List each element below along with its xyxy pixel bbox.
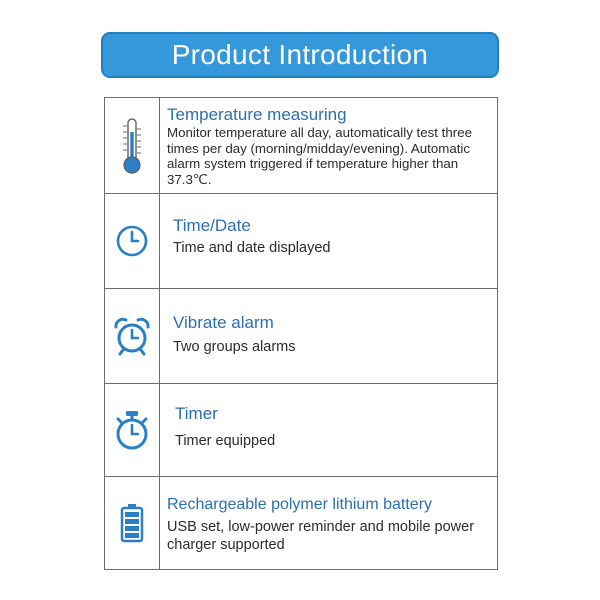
feature-text bbox=[173, 216, 493, 257]
feature-title: Rechargeable polymer lithium battery bbox=[167, 496, 433, 513]
alarm-clock-icon bbox=[112, 316, 152, 356]
feature-row-temperature bbox=[105, 98, 497, 193]
feature-icon-cell bbox=[105, 98, 160, 193]
feature-row-battery bbox=[105, 476, 497, 569]
feature-table bbox=[104, 97, 498, 570]
feature-icon-cell bbox=[105, 289, 160, 383]
feature-title: Timer bbox=[175, 404, 218, 423]
battery-icon bbox=[120, 503, 144, 543]
feature-title: Vibrate alarm bbox=[173, 313, 274, 332]
stopwatch-icon bbox=[113, 409, 151, 451]
feature-text bbox=[167, 495, 493, 554]
feature-row-time-date bbox=[105, 193, 497, 288]
feature-icon-cell bbox=[105, 477, 160, 569]
feature-description: Monitor temperature all day, automatically test three times per day (morning/midday/evening). Automatic alarm system triggered if temperature higher than 37.3℃. bbox=[167, 125, 472, 187]
feature-description: USB set, low-power reminder and mobile power charger supported bbox=[167, 519, 475, 553]
page-title-banner bbox=[101, 32, 499, 78]
feature-description: Timer equipped bbox=[175, 433, 276, 449]
feature-text bbox=[167, 105, 493, 187]
feature-title: Temperature measuring bbox=[167, 105, 347, 124]
feature-icon-cell bbox=[105, 384, 160, 476]
page-title: Product Introduction bbox=[171, 39, 429, 70]
thermometer-icon bbox=[119, 116, 145, 176]
feature-description: Two groups alarms bbox=[173, 339, 296, 355]
feature-text bbox=[175, 404, 493, 450]
feature-icon-cell bbox=[105, 194, 160, 288]
feature-row-timer bbox=[105, 383, 497, 476]
feature-text bbox=[173, 313, 493, 356]
feature-title: Time/Date bbox=[173, 216, 251, 235]
feature-row-vibrate-alarm bbox=[105, 288, 497, 383]
feature-description: Time and date displayed bbox=[173, 240, 331, 256]
clock-icon bbox=[115, 224, 149, 258]
